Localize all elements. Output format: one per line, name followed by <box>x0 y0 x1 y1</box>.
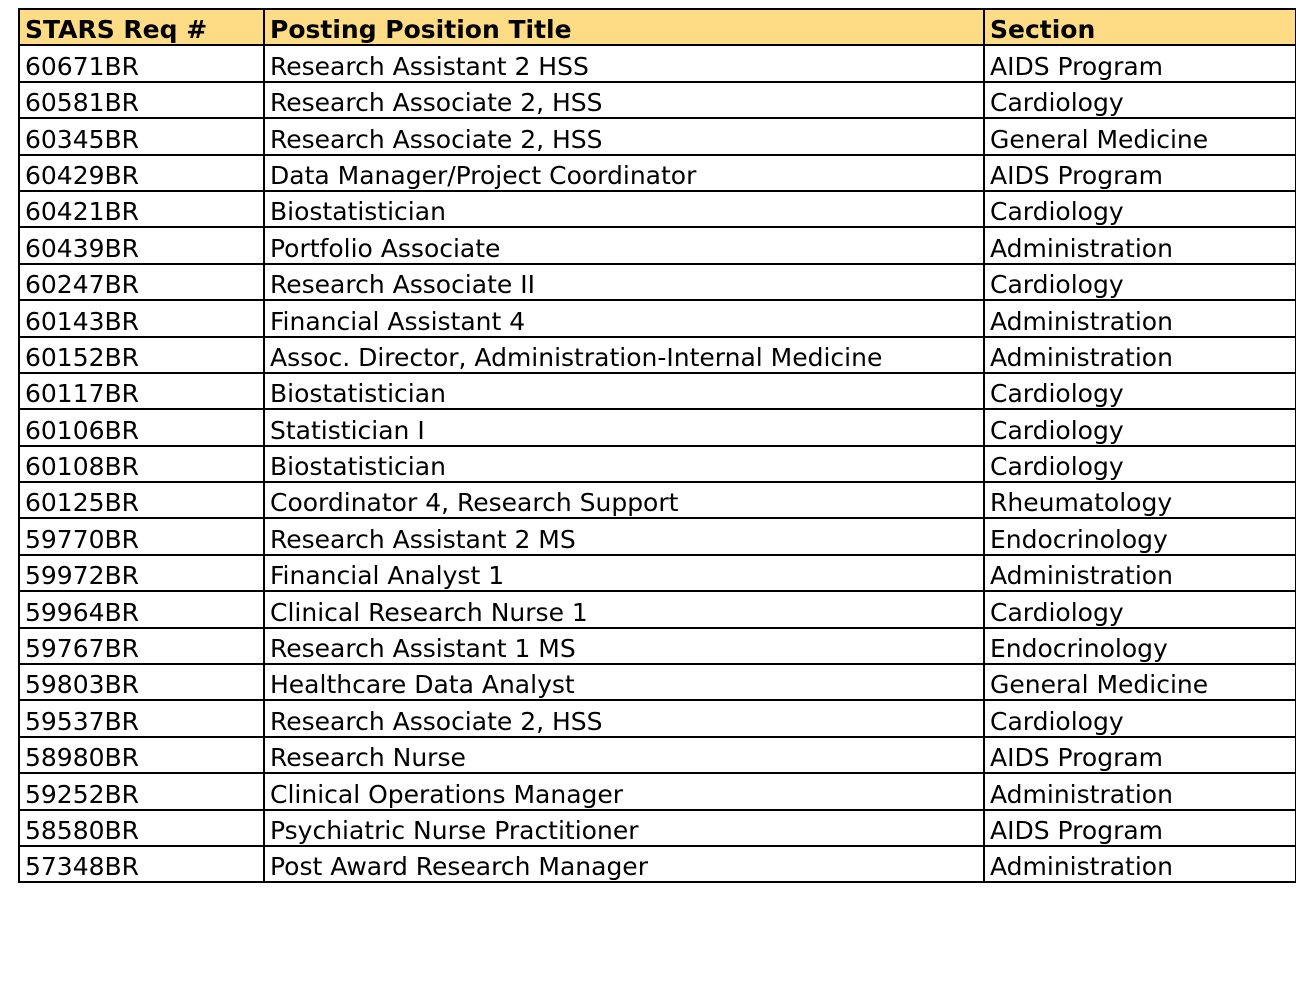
cell-position-title: Clinical Research Nurse 1 <box>264 591 984 627</box>
cell-position-title: Assoc. Director, Administration-Internal Medicine <box>264 337 984 373</box>
cell-position-title: Portfolio Associate <box>264 227 984 263</box>
cell-section: Endocrinology <box>984 628 1296 664</box>
header-stars-req: STARS Req # <box>19 9 264 45</box>
cell-section: Administration <box>984 227 1296 263</box>
cell-stars-req: 60581BR <box>19 82 264 118</box>
cell-section: AIDS Program <box>984 155 1296 191</box>
cell-section: Cardiology <box>984 82 1296 118</box>
cell-section: AIDS Program <box>984 45 1296 81</box>
table-row <box>19 555 1296 591</box>
table-row <box>19 191 1296 227</box>
cell-section: Rheumatology <box>984 482 1296 518</box>
cell-stars-req: 58580BR <box>19 810 264 846</box>
cell-position-title: Biostatistician <box>264 191 984 227</box>
table-row <box>19 118 1296 154</box>
table-row <box>19 155 1296 191</box>
cell-section: Cardiology <box>984 373 1296 409</box>
cell-position-title: Research Assistant 1 MS <box>264 628 984 664</box>
table-row <box>19 737 1296 773</box>
table-row <box>19 773 1296 809</box>
cell-section: General Medicine <box>984 118 1296 154</box>
cell-position-title: Research Nurse <box>264 737 984 773</box>
cell-stars-req: 57348BR <box>19 846 264 882</box>
cell-section: Cardiology <box>984 591 1296 627</box>
cell-stars-req: 60125BR <box>19 482 264 518</box>
table-row <box>19 227 1296 263</box>
table-row <box>19 373 1296 409</box>
cell-position-title: Research Associate 2, HSS <box>264 82 984 118</box>
cell-position-title: Healthcare Data Analyst <box>264 664 984 700</box>
cell-section: AIDS Program <box>984 810 1296 846</box>
cell-section: Administration <box>984 846 1296 882</box>
cell-stars-req: 59767BR <box>19 628 264 664</box>
cell-position-title: Research Assistant 2 HSS <box>264 45 984 81</box>
cell-position-title: Biostatistician <box>264 446 984 482</box>
cell-position-title: Financial Analyst 1 <box>264 555 984 591</box>
cell-section: Administration <box>984 773 1296 809</box>
cell-stars-req: 60671BR <box>19 45 264 81</box>
table-row <box>19 82 1296 118</box>
header-row <box>19 9 1296 45</box>
cell-stars-req: 59537BR <box>19 700 264 736</box>
cell-section: Endocrinology <box>984 518 1296 554</box>
cell-section: Administration <box>984 555 1296 591</box>
cell-position-title: Psychiatric Nurse Practitioner <box>264 810 984 846</box>
table-body <box>19 45 1296 882</box>
cell-section: AIDS Program <box>984 737 1296 773</box>
cell-section: Administration <box>984 300 1296 336</box>
cell-stars-req: 60429BR <box>19 155 264 191</box>
table-row <box>19 446 1296 482</box>
cell-stars-req: 60439BR <box>19 227 264 263</box>
table-header <box>19 9 1296 45</box>
cell-stars-req: 59964BR <box>19 591 264 627</box>
cell-section: Administration <box>984 337 1296 373</box>
cell-position-title: Data Manager/Project Coordinator <box>264 155 984 191</box>
cell-section: Cardiology <box>984 446 1296 482</box>
job-postings-table <box>18 8 1296 883</box>
table-row <box>19 409 1296 445</box>
table-row <box>19 810 1296 846</box>
table-row <box>19 664 1296 700</box>
cell-position-title: Clinical Operations Manager <box>264 773 984 809</box>
table-row <box>19 482 1296 518</box>
cell-stars-req: 59770BR <box>19 518 264 554</box>
cell-section: Cardiology <box>984 409 1296 445</box>
cell-stars-req: 59803BR <box>19 664 264 700</box>
table-row <box>19 264 1296 300</box>
cell-stars-req: 60345BR <box>19 118 264 154</box>
cell-section: Cardiology <box>984 191 1296 227</box>
table-row <box>19 45 1296 81</box>
header-section: Section <box>984 9 1296 45</box>
table-row <box>19 591 1296 627</box>
cell-position-title: Biostatistician <box>264 373 984 409</box>
cell-stars-req: 60247BR <box>19 264 264 300</box>
cell-position-title: Research Associate 2, HSS <box>264 700 984 736</box>
cell-stars-req: 60152BR <box>19 337 264 373</box>
cell-section: Cardiology <box>984 264 1296 300</box>
cell-position-title: Coordinator 4, Research Support <box>264 482 984 518</box>
cell-position-title: Research Associate II <box>264 264 984 300</box>
table-row <box>19 846 1296 882</box>
cell-stars-req: 60108BR <box>19 446 264 482</box>
cell-position-title: Financial Assistant 4 <box>264 300 984 336</box>
cell-stars-req: 59252BR <box>19 773 264 809</box>
cell-stars-req: 60117BR <box>19 373 264 409</box>
cell-stars-req: 58980BR <box>19 737 264 773</box>
cell-stars-req: 59972BR <box>19 555 264 591</box>
table-row <box>19 518 1296 554</box>
cell-section: Cardiology <box>984 700 1296 736</box>
cell-stars-req: 60421BR <box>19 191 264 227</box>
table-row <box>19 337 1296 373</box>
cell-stars-req: 60106BR <box>19 409 264 445</box>
cell-position-title: Research Associate 2, HSS <box>264 118 984 154</box>
cell-position-title: Post Award Research Manager <box>264 846 984 882</box>
cell-position-title: Statistician I <box>264 409 984 445</box>
table-row <box>19 300 1296 336</box>
table-row <box>19 700 1296 736</box>
header-position-title: Posting Position Title <box>264 9 984 45</box>
cell-stars-req: 60143BR <box>19 300 264 336</box>
table-row <box>19 628 1296 664</box>
cell-position-title: Research Assistant 2 MS <box>264 518 984 554</box>
cell-section: General Medicine <box>984 664 1296 700</box>
